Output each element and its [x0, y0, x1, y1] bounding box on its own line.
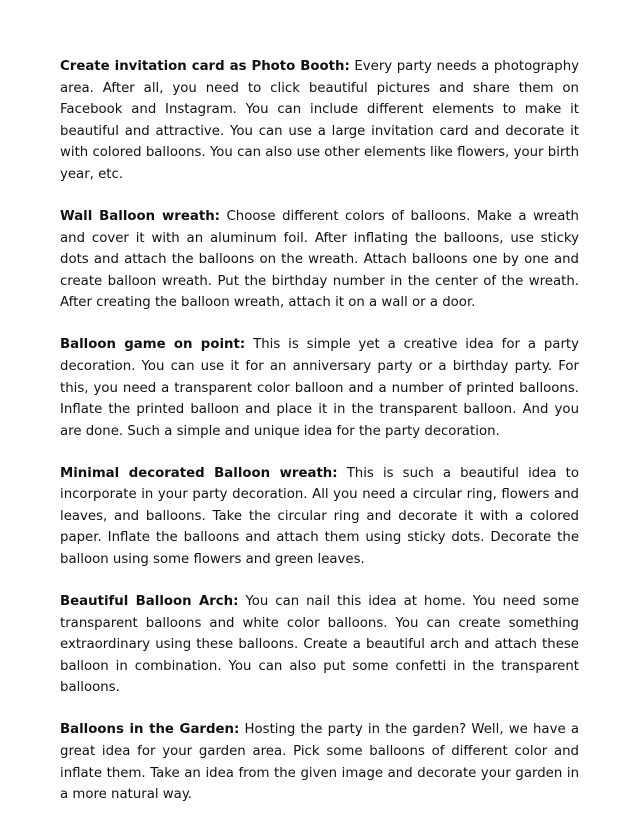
paragraph-body: You can nail this idea at home. You need some transparent balloons and white color balloons. You can create something extraordinary using these balloons. Create a beautiful arch and attach these balloon in combination. You can also put some confetti in the transparent balloons.: [60, 594, 580, 696]
document-page: [60, 56, 579, 826]
paragraph-wall-balloon-wreath: [60, 206, 579, 314]
paragraph-heading: Create invitation card as Photo Booth:: [60, 59, 350, 74]
paragraph-heading: Minimal decorated Balloon wreath:: [60, 465, 338, 481]
paragraph-balloons-garden: [60, 719, 579, 805]
paragraph-heading: Wall Balloon wreath:: [60, 208, 220, 224]
paragraph-heading: Balloon game on point:: [60, 337, 246, 353]
paragraph-balloon-arch: [60, 591, 579, 699]
paragraph-body: Hosting the party in the garden? Well, we have a great idea for your garden area. Pick some balloons of different color and inflate them. Take an idea from the given image and decorate your garden in a more natural way.: [60, 722, 579, 803]
paragraph-heading: Beautiful Balloon Arch:: [60, 594, 239, 610]
paragraph-body: Every party needs a photography area. After all, you need to click beautiful pictures and share them on Facebook and Instagram. You can include different elements to make it beautiful and attractive. You can use a large invitation card and decorate it with colored balloons. You can also use other elements like flowers, your birth year, etc.: [60, 59, 580, 182]
paragraph-minimal-wreath: [60, 463, 579, 571]
paragraph-body: This is such a beautiful idea to incorporate in your party decoration. All you need a circular ring, flowers and leaves, and balloons. Take the circular ring and decorate it with a colored paper. Inflate the balloons and attach them using sticky dots. Decorate the balloon using some flowers and green leaves.: [60, 465, 579, 568]
paragraph-photo-booth: [60, 56, 579, 186]
paragraph-balloon-game: [60, 334, 579, 442]
paragraph-body: This is simple yet a creative idea for a party decoration. You can use it for an anniversary party or a birthday party. For this, you need a transparent color balloon and a number of printed balloons. Inflate the printed balloon and place it in the transparent balloon. And you are done. Such a simple and unique idea for the party decoration.: [60, 337, 580, 439]
paragraph-heading: Balloons in the Garden:: [60, 722, 240, 738]
paragraph-body: Choose different colors of balloons. Make a wreath and cover it with an aluminum foil. After inflating the balloons, use sticky dots and attach the balloons on the wreath. Attach balloons one by one and create balloon wreath. Put the birthday number in the center of the wreath. After creating the balloon wreath, attach it on a wall or a door.: [60, 208, 579, 311]
